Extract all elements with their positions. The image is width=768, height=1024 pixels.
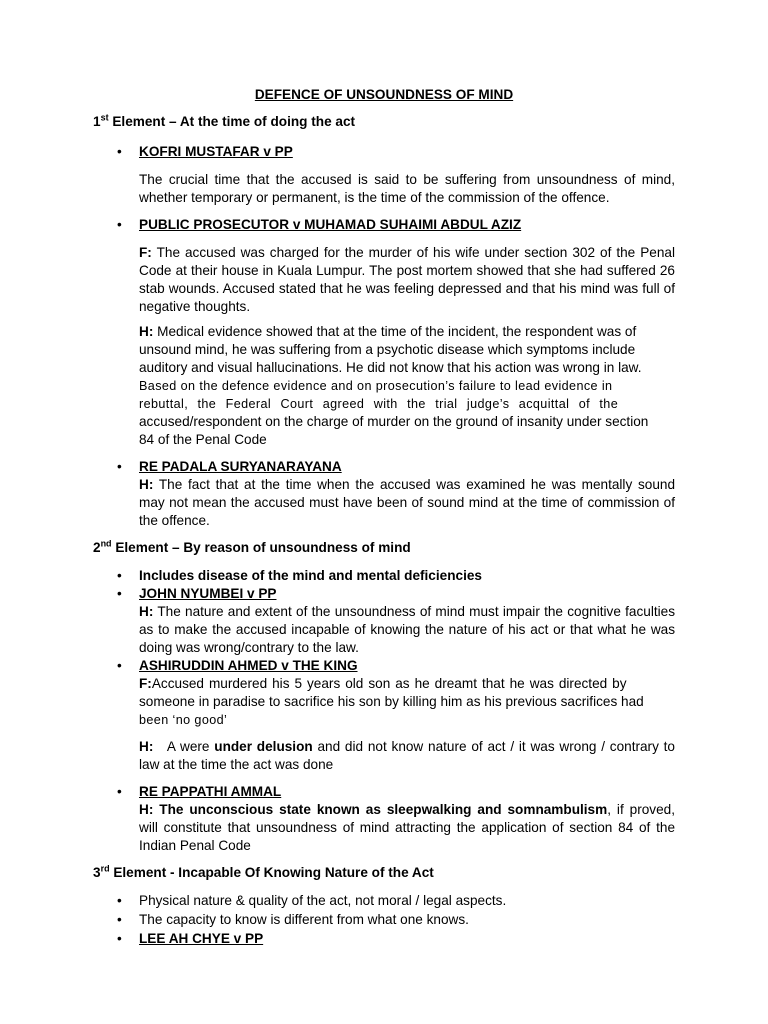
bullet-icon: • — [117, 459, 122, 474]
bullet-icon: • — [117, 144, 122, 159]
case-pappathi-ammal-held — [139, 801, 675, 855]
element-1-number: 1 — [93, 114, 101, 129]
case-lee-ah-chye: LEE AH CHYE v PP — [139, 931, 264, 946]
facts-line-3: been ‘no good’ — [139, 713, 228, 727]
held-emphasis: under delusion — [214, 739, 313, 754]
element-2-ordinal: nd — [100, 538, 112, 549]
held-line-7: 84 of the Penal Code — [139, 432, 267, 447]
element-2-title: Element – By reason of unsoundness of mind — [111, 540, 411, 555]
facts-line-2: someone in paradise to sacrifice his son by killing him as his previous sacrifices had — [139, 694, 644, 709]
facts-line-1 — [139, 675, 675, 693]
point-disease-of-mind: Includes disease of the mind and mental deficiencies — [139, 568, 482, 583]
facts-text: Accused murdered his 5 years old son as he dreamt that he was directed by — [151, 676, 627, 691]
element-1-heading — [93, 113, 355, 131]
point-physical-nature: Physical nature & quality of the act, not moral / legal aspects. — [139, 893, 507, 908]
element-3-ordinal: rd — [100, 863, 110, 874]
case-padala-suryanarayana-held — [139, 476, 675, 530]
element-1-title: Element – At the time of doing the act — [108, 114, 356, 129]
case-ashiruddin-ahmed: ASHIRUDDIN AHMED v THE KING — [139, 658, 358, 673]
document-title: DEFENCE OF UNSOUNDNESS OF MIND — [254, 87, 514, 102]
held-text-rest: and did not know nature of act / it was wrong / contrary to law at the time the act was done — [139, 739, 679, 772]
bullet-icon: • — [117, 784, 122, 799]
bullet-icon: • — [117, 568, 122, 583]
bullet-icon: • — [117, 217, 122, 232]
facts-label: F: — [139, 245, 152, 260]
element-2-number: 2 — [93, 540, 101, 555]
bullet-icon: • — [117, 658, 122, 673]
held-line-2: unsound mind, he was suffering from a psychotic disease which symptoms include — [139, 342, 636, 357]
element-2-heading — [93, 539, 411, 557]
element-3-number: 3 — [93, 865, 101, 880]
facts-text: The accused was charged for the murder of his wife under section 302 of the Penal Code at their house in Kuala Lumpur. The post mortem showed that she had suffered 26 stab wounds. Accused stated that he was feeling depressed and that his mind was full of negative thoughts. — [139, 245, 675, 314]
held-text: The fact that at the time when the accused was examined he was mentally sound may not mean the accused must have been of sound mind at the time of commission of the offence. — [139, 477, 675, 528]
held-label: H: — [139, 324, 154, 339]
point-capacity-to-know: The capacity to know is different from what one knows. — [139, 912, 469, 927]
bullet-icon: • — [117, 912, 122, 927]
case-padala-suryanarayana: RE PADALA SURYANARAYANA — [139, 459, 342, 474]
case-john-nyumbei-held — [139, 603, 675, 657]
held-emphasis: H: The unconscious state known as sleepwalking and somnambulism — [139, 802, 608, 817]
held-label: H: — [139, 477, 154, 492]
held-text: , if proved, will constitute that unsoundness of mind attracting the application of section 84 of the Indian Penal Code — [139, 802, 675, 853]
case-muhamad-suhaimi-facts — [139, 244, 675, 316]
held-text: Medical evidence showed that at the time of the incident, the respondent was of — [153, 324, 637, 339]
case-pappathi-ammal: RE PAPPATHI AMMAL — [139, 784, 282, 799]
case-kofri-mustafar-text: The crucial time that the accused is said to be suffering from unsoundness of mind, whether temporary or permanent, is the time of the commission of the offence. — [139, 172, 675, 205]
element-3-title: Element - Incapable Of Knowing Nature of the Act — [109, 865, 434, 880]
bullet-icon: • — [117, 931, 122, 946]
held-line-1 — [139, 323, 675, 341]
element-1-ordinal: st — [100, 112, 109, 123]
bullet-icon: • — [117, 893, 122, 908]
held-label: H: — [139, 739, 154, 754]
held-line-4: Based on the defence evidence and on prosecution’s failure to lead evidence in — [139, 379, 613, 393]
case-ashiruddin-ahmed-held — [139, 738, 679, 774]
bullet-icon: • — [117, 586, 122, 601]
held-line-3: auditory and visual hallucinations. He did not know that his action was wrong in law. — [139, 360, 642, 375]
held-label: H: — [139, 604, 154, 619]
facts-label: F: — [139, 676, 152, 691]
case-kofri-mustafar: KOFRI MUSTAFAR v PP — [139, 144, 293, 159]
case-muhamad-suhaimi: PUBLIC PROSECUTOR v MUHAMAD SUHAIMI ABDUL AZIZ — [139, 217, 522, 232]
held-text: A were — [153, 739, 215, 754]
held-line-6: accused/respondent on the charge of murder on the ground of insanity under section — [139, 414, 649, 429]
case-john-nyumbei: JOHN NYUMBEI v PP — [139, 586, 277, 601]
held-line-5: rebuttal, the Federal Court agreed with the trial judge’s acquittal of the — [139, 397, 619, 411]
held-text: The nature and extent of the unsoundness of mind must impair the cognitive faculties as to make the accused incapable of knowing the nature of his act or that what he was doing was wrong/contrary to the law. — [139, 604, 675, 655]
element-3-heading — [93, 864, 434, 882]
